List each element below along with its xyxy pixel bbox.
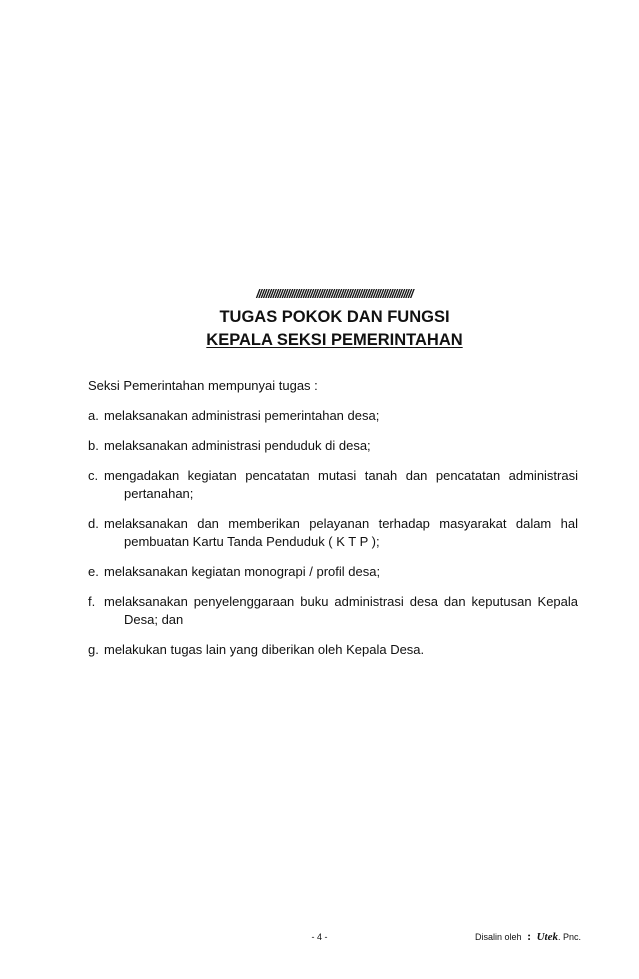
credit-suffix: . Pnc. — [557, 932, 581, 942]
task-marker: g. — [88, 642, 99, 657]
document-subtitle — [0, 331, 639, 350]
task-text: melaksanakan administrasi pemerintahan desa; — [104, 408, 380, 423]
task-text: melaksanakan dan memberikan pelayanan terhadap masyarakat dalam hal pembuatan Kartu Tanda Penduduk ( K T P ); — [104, 516, 578, 549]
task-marker: b. — [88, 438, 99, 453]
page-number: - 4 - — [311, 932, 328, 942]
document-title: TUGAS POKOK DAN FUNGSI — [219, 308, 450, 326]
task-text: melaksanakan administrasi penduduk di desa; — [104, 438, 371, 453]
credit-author: Utek — [536, 931, 558, 943]
credit-prefix: Disalin oleh — [475, 932, 522, 942]
task-marker: d. — [88, 516, 99, 531]
task-item-g — [88, 641, 578, 659]
decorative-slash-line: /////////////////////////////////////////////////////////////////// — [256, 287, 413, 301]
task-text: melaksanakan kegiatan monograpi / profil desa; — [104, 564, 381, 579]
task-item-d — [88, 515, 578, 551]
task-marker: e. — [88, 564, 99, 579]
task-text: melakukan tugas lain yang diberikan oleh Kepala Desa. — [104, 642, 425, 657]
footer-credit — [475, 929, 581, 944]
task-item-a — [88, 407, 578, 425]
task-marker: c. — [88, 468, 99, 483]
task-item-e — [88, 563, 578, 581]
task-item-b — [88, 437, 578, 455]
task-list — [88, 407, 578, 671]
task-marker: a. — [88, 408, 99, 423]
task-item-c — [88, 467, 578, 503]
credit-separator: : — [527, 929, 532, 943]
task-text: mengadakan kegiatan pencatatan mutasi tanah dan pencatatan administrasi pertanahan; — [104, 468, 578, 501]
task-text: melaksanakan penyelenggaraan buku administrasi desa dan keputusan Kepala Desa; dan — [104, 594, 578, 627]
task-marker: f. — [88, 594, 96, 609]
intro-paragraph: Seksi Pemerintahan mempunyai tugas : — [88, 378, 318, 393]
document-subtitle-text: KEPALA SEKSI PEMERINTAHAN — [206, 331, 463, 349]
task-item-f — [88, 593, 578, 629]
